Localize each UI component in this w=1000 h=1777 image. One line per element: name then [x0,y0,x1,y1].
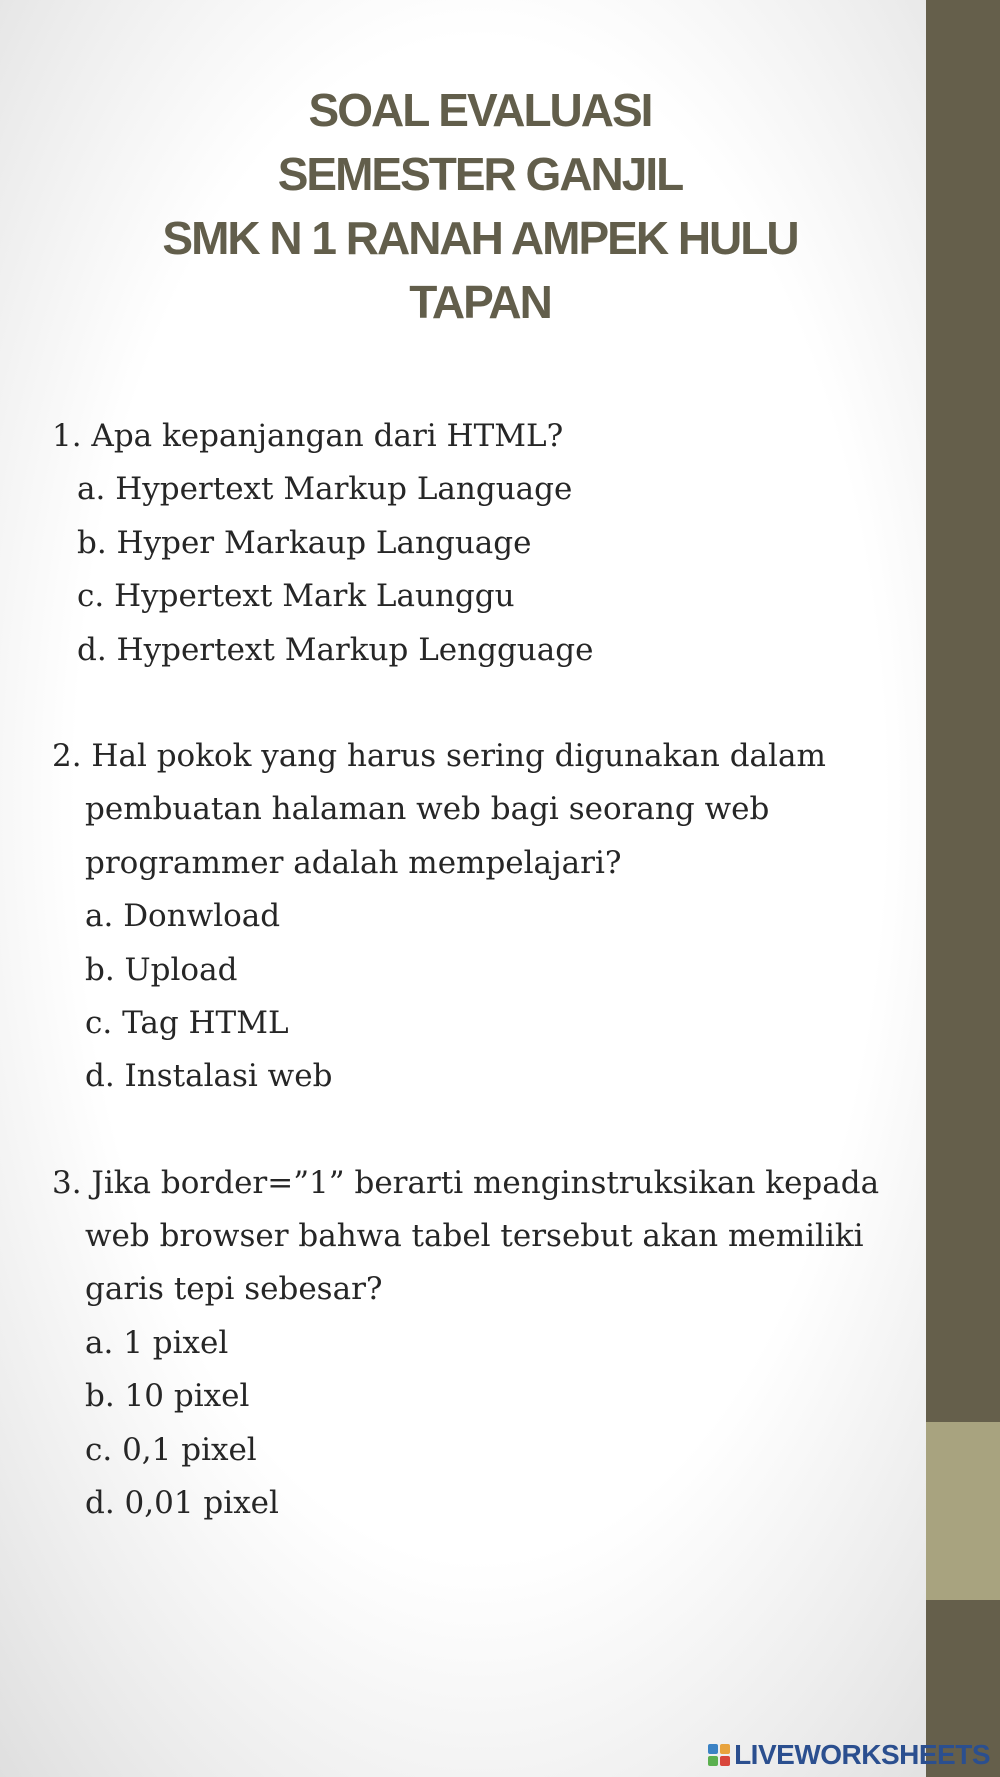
question-3-option-c[interactable]: c. 0,1 pixel [85,1431,257,1468]
logo-square-orange [720,1744,730,1754]
question-2-text-line-1: 2. Hal pokok yang harus sering digunakan dalam [52,737,826,774]
question-1-option-c[interactable]: c. Hypertext Mark Launggu [77,578,515,615]
title-line-4: TAPAN [409,276,551,328]
question-1 [52,410,922,677]
title-line-3: SMK N 1 RANAH AMPEK HULU [162,212,798,264]
liveworksheets-logo-icon [708,1744,730,1766]
question-3 [52,1157,922,1531]
question-3-text-line-3: garis tepi sebesar? [85,1271,383,1308]
question-2-text-line-2: pembuatan halaman web bagi seorang web [85,791,770,828]
logo-square-blue [708,1744,718,1754]
question-2-text-line-3: programmer adalah mempelajari? [85,844,622,881]
logo-square-red [720,1756,730,1766]
question-1-option-b[interactable]: b. Hyper Markaup Language [77,524,532,561]
title-line-2: SEMESTER GANJIL [277,148,683,200]
question-3-option-b[interactable]: b. 10 pixel [85,1378,250,1415]
liveworksheets-logo[interactable] [708,1739,990,1771]
question-2-option-b[interactable]: b. Upload [85,951,238,988]
question-list [52,410,922,1583]
question-2 [52,730,922,1104]
question-3-text-line-2: web browser bahwa tabel tersebut akan memiliki [85,1218,864,1255]
liveworksheets-brand-text: LIVEWORKSHEETS [734,1739,990,1770]
question-2-option-a[interactable]: a. Donwload [85,898,281,935]
title-line-1: SOAL EVALUASI [308,84,652,136]
question-3-option-a[interactable]: a. 1 pixel [85,1324,229,1361]
page-title [60,78,900,334]
question-3-text-line-1: 3. Jika border=”1” berarti menginstruksikan kepada [52,1164,880,1201]
logo-square-green [708,1756,718,1766]
sidebar-accent-block [926,1422,1000,1600]
question-1-text: 1. Apa kepanjangan dari HTML? [52,418,564,454]
question-1-option-d[interactable]: d. Hypertext Markup Lengguage [77,631,594,668]
question-3-option-d[interactable]: d. 0,01 pixel [85,1485,279,1522]
question-1-option-a[interactable]: a. Hypertext Markup Language [77,471,573,508]
question-2-option-d[interactable]: d. Instalasi web [85,1058,333,1095]
question-2-option-c[interactable]: c. Tag HTML [85,1004,289,1041]
